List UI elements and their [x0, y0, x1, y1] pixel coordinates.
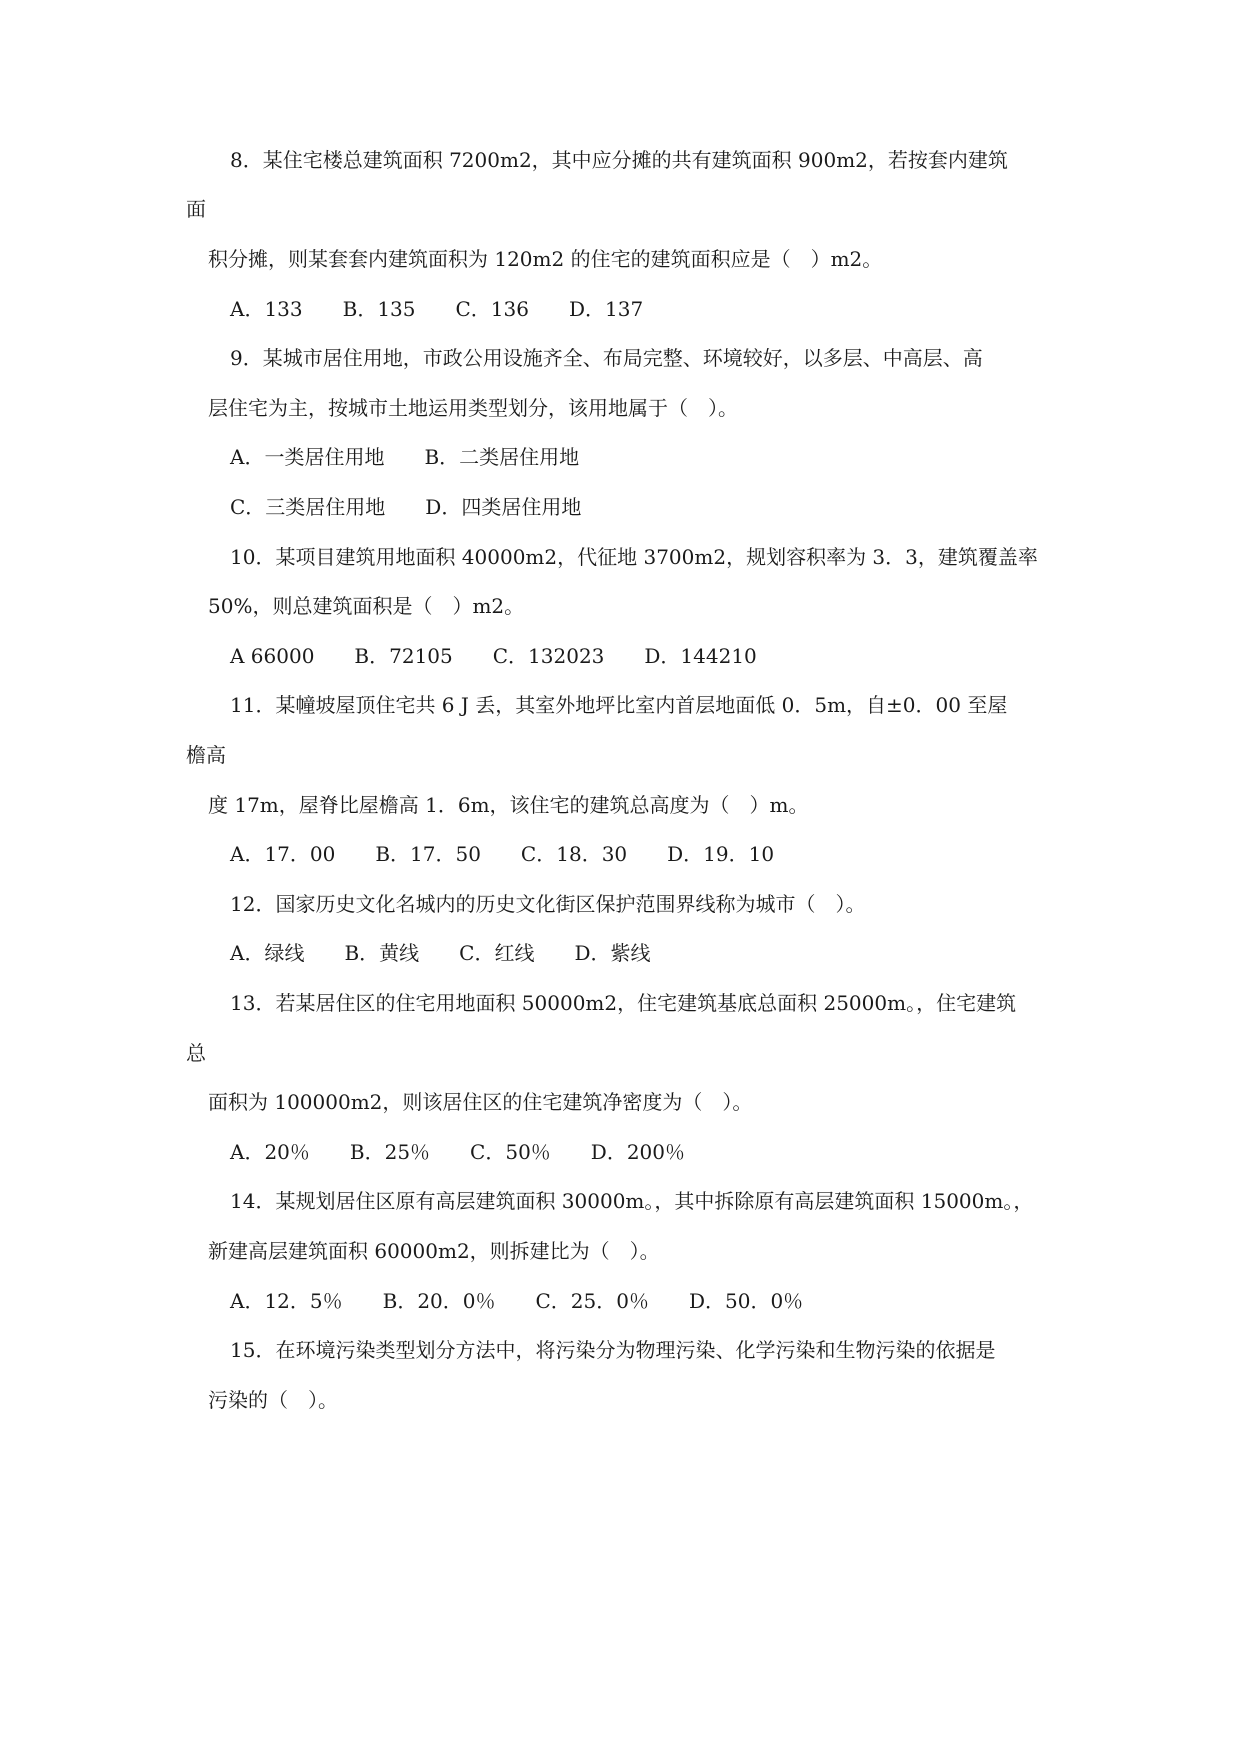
q8-stem-line2: 面 [186, 197, 206, 221]
q9-options-ab: A．一类居住用地 B．二类居住用地 [230, 445, 580, 469]
q15-stem-line1: 15．在环境污染类型划分方法中，将污染分为物理污染、化学污染和生物污染的依据是 [230, 1338, 996, 1362]
q13-options: A．20％ B．25％ C．50％ D．200％ [230, 1140, 685, 1164]
q8-stem-line1: 8．某住宅楼总建筑面积 7200m2，其中应分摊的共有建筑面积 900m2，若按套内建筑 [230, 148, 1008, 172]
q13-stem-line3: 面积为 100000m2，则该居住区的住宅建筑净密度为（ ）。 [208, 1090, 753, 1114]
q11-stem-line2: 檐高 [186, 743, 226, 767]
q11-stem-line3: 度 17m，屋脊比屋檐高 1．6m，该住宅的建筑总高度为（ ）m。 [208, 793, 809, 817]
q9-options-cd: C．三类居住用地 D．四类居住用地 [230, 495, 582, 519]
q10-stem-line2: 50%，则总建筑面积是（ ）m2。 [208, 594, 525, 618]
q12-stem: 12．国家历史文化名城内的历史文化街区保护范围界线称为城市（ ）。 [230, 892, 866, 916]
q13-stem-line2: 总 [186, 1041, 206, 1065]
q10-stem-line1: 10．某项目建筑用地面积 40000m2，代征地 3700m2，规划容积率为 3．3，建筑覆盖率 [230, 545, 1038, 569]
q9-stem-line1: 9．某城市居住用地，市政公用设施齐全、布局完整、环境较好，以多层、中高层、高 [230, 346, 983, 370]
q11-options: A．17．00 B．17．50 C．18．30 D．19．10 [230, 842, 775, 866]
q14-stem-line1: 14．某规划居住区原有高层建筑面积 30000m。，其中拆除原有高层建筑面积 15000m。， [230, 1189, 1034, 1213]
q14-options: A．12．5％ B．20．0％ C．25．0％ D．50．0％ [230, 1289, 804, 1313]
q9-stem-line2: 层住宅为主，按城市土地运用类型划分，该用地属于（ ）。 [208, 396, 738, 420]
q11-stem-line1: 11．某幢坡屋顶住宅共 6 J 丢，其室外地坪比室内首层地面低 0．5m，自±0．00 至屋 [230, 693, 1008, 717]
q8-options: A．133 B．135 C．136 D．137 [230, 297, 644, 321]
q12-options: A．绿线 B．黄线 C．红线 D．紫线 [230, 941, 651, 965]
q8-stem-line3: 积分摊，则某套套内建筑面积为 120m2 的住宅的建筑面积应是（ ）m2。 [208, 247, 883, 271]
q14-stem-line2: 新建高层建筑面积 60000m2，则拆建比为（ ）。 [208, 1239, 660, 1263]
q10-options: A 66000 B．72105 C．132023 D．144210 [230, 644, 757, 668]
q15-stem-line2: 污染的（ ）。 [208, 1388, 338, 1412]
q13-stem-line1: 13．若某居住区的住宅用地面积 50000m2，住宅建筑基底总面积 25000m。，住宅建筑 [230, 991, 1017, 1015]
